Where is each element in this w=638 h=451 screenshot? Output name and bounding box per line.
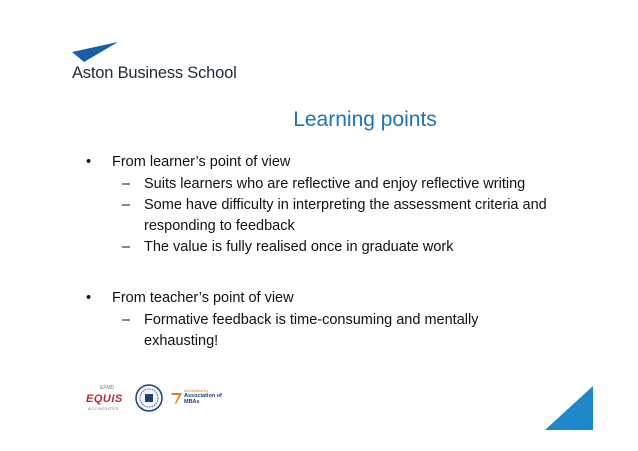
- amba-top-text: Accredited by: [184, 388, 209, 393]
- bullet-text: From learner’s point of view: [112, 154, 291, 170]
- seal-logo: [134, 383, 164, 413]
- aston-logo-triangle-icon: [70, 40, 130, 64]
- bullet-item: [82, 152, 552, 258]
- bullet-item: [82, 288, 552, 352]
- slide-title: Learning points: [293, 108, 437, 131]
- sub-dash: –: [122, 239, 131, 255]
- sub-item: [122, 195, 552, 237]
- sub-text: The value is fully realised once in graduate work: [144, 239, 454, 255]
- equis-main-text: EQUIS: [86, 393, 123, 405]
- bullet-list: [82, 152, 552, 352]
- logo-text: Aston Business School: [72, 64, 237, 82]
- sub-dash: –: [122, 176, 131, 192]
- seal-icon: [134, 383, 164, 413]
- bullet-dot: •: [86, 290, 92, 306]
- sub-item: [122, 310, 552, 352]
- sub-dash: –: [122, 197, 131, 213]
- corner-triangle-icon: [545, 386, 593, 430]
- sub-item: [122, 237, 552, 258]
- bullet-dot: •: [86, 154, 92, 170]
- sub-list: [112, 174, 552, 258]
- amba-logo: [170, 383, 222, 413]
- equis-top-text: EFMD: [100, 385, 115, 391]
- equis-logo: [78, 383, 128, 413]
- aston-logo: [70, 40, 240, 85]
- equis-bottom-text: ACCREDITED: [88, 406, 120, 411]
- bullet-text: From teacher’s point of view: [112, 290, 294, 306]
- sub-text: Suits learners who are reflective and enjoy reflective writing: [144, 176, 526, 192]
- sub-item: [122, 174, 552, 195]
- sub-text: Formative feedback is time-consuming and mentally exhausting!: [144, 312, 479, 349]
- amba-main-text: Association of MBAs: [184, 393, 222, 405]
- amba-swoosh-icon: [170, 391, 184, 405]
- sub-list: [112, 310, 552, 352]
- sub-dash: –: [122, 312, 131, 328]
- sub-text: Some have difficulty in interpreting the assessment criteria and responding to feedback: [144, 197, 547, 234]
